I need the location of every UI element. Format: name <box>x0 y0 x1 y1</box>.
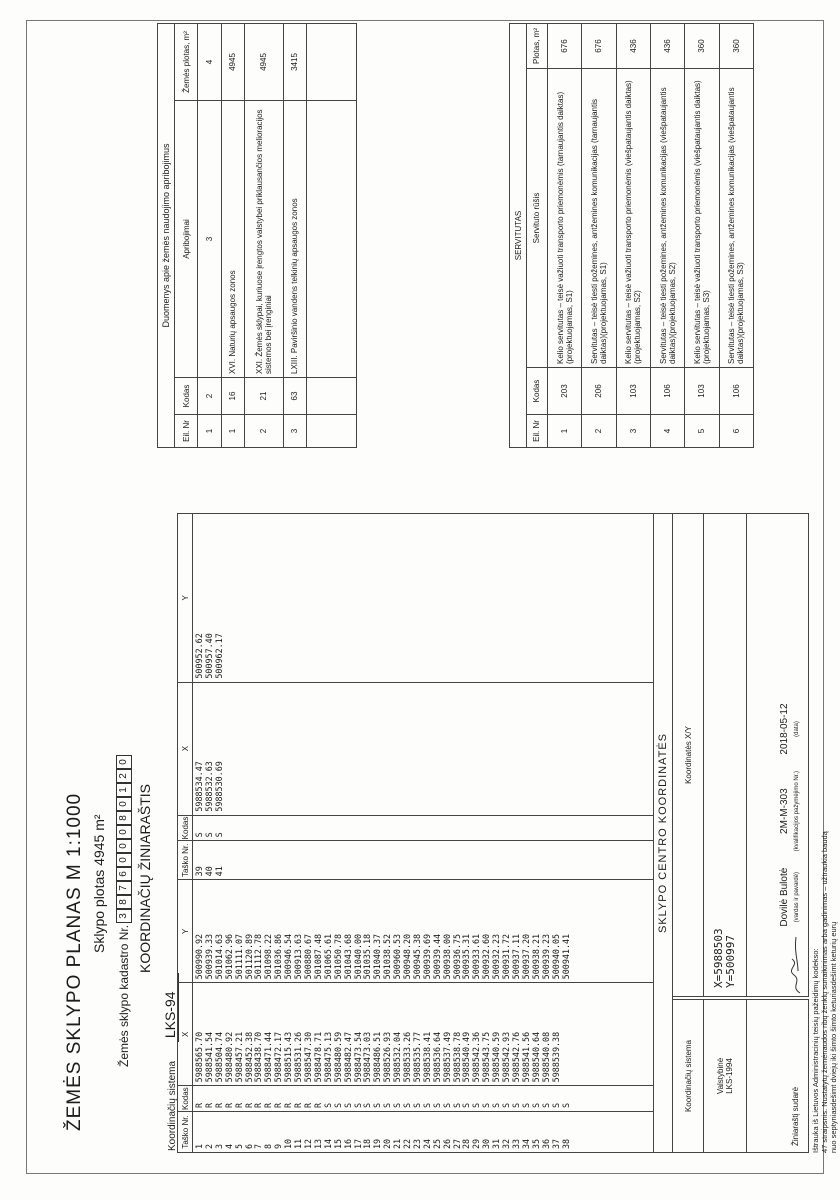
coord-cell: 5988533.26 <box>402 1031 413 1083</box>
coord-cell: 500932.23 <box>491 933 502 980</box>
header-y: Y <box>178 880 193 983</box>
coord-cell: S <box>342 1102 353 1108</box>
restriction-code: 21 <box>245 378 283 415</box>
coord-cell: 5988543.75 <box>481 1031 492 1083</box>
coord-cell: 501111.07 <box>233 933 244 980</box>
preparer-name-caption: (vardas ir pavardė) <box>794 871 801 923</box>
coord-cell: 5988538.41 <box>421 1031 432 1083</box>
coord-cell: 5988472.17 <box>273 1031 284 1083</box>
coord-cell: S <box>372 1102 383 1108</box>
coord-cell: 5988515.43 <box>283 1031 294 1083</box>
coord-cell: 29 <box>471 1138 482 1149</box>
coord-cell: 5988540.59 <box>491 1031 502 1083</box>
coord-cell: 5988478.71 <box>312 1031 323 1083</box>
coord-cell: 501014.63 <box>213 933 224 980</box>
coord-cell: S <box>481 1102 492 1108</box>
servitude-nr: 5 <box>685 415 719 448</box>
cadastre-digit: 8 <box>116 811 132 825</box>
coord-cell: 5988530.69 <box>213 761 224 812</box>
table-row <box>582 24 616 448</box>
restrictions-title: Duomenys apie žemės naudojimo apribojimus <box>158 24 175 448</box>
coord-cell: 37 <box>550 1138 561 1149</box>
coord-cell: 5988539.38 <box>550 1031 561 1083</box>
coord-cell: R <box>233 1102 244 1108</box>
coord-cell: 501112.78 <box>253 933 264 980</box>
cadastre-digit: 0 <box>116 839 132 853</box>
restrictions-table <box>157 23 357 448</box>
footnote-line: nuo septyniasdešimt dviejų iki šimto šimto keturiasdešimt keturių eurų <box>829 921 838 1153</box>
restriction-area: 4945 <box>245 24 283 101</box>
coord-cell: 24 <box>421 1138 432 1149</box>
coord-cell: 5988536.64 <box>431 1031 442 1083</box>
coord-cell: 35 <box>530 1138 541 1149</box>
restriction-code: 16 <box>221 378 244 415</box>
center-system-label: Koordinačių sistema <box>673 1000 704 1153</box>
coord-cell: 26 <box>441 1138 452 1149</box>
coord-cell: 5988537.49 <box>441 1031 452 1083</box>
coord-cell: 7 <box>253 1143 264 1149</box>
coord-cell: R <box>253 1102 264 1108</box>
restriction-text: XXI. Žemės sklypai, kuriuose įrengtos valstybei priklausančios melioracijos sistemos bei įrenginiai <box>245 101 283 378</box>
center-xy-cell <box>704 514 747 997</box>
coord-cell: R <box>243 1102 254 1108</box>
coord-cell: 5988526.93 <box>382 1031 393 1083</box>
coord-cell: 5988542.36 <box>471 1031 482 1083</box>
coord-cell: S <box>362 1102 373 1108</box>
table-row <box>616 24 650 448</box>
coord-cell: 500937.20 <box>520 933 531 980</box>
coord-cell: S <box>421 1102 432 1108</box>
servitudes-header-text: Servituto rūšis <box>527 69 548 368</box>
center-coordinates-table <box>653 513 809 1153</box>
coord-cell: 27 <box>451 1138 462 1149</box>
coord-cell: R <box>302 1102 313 1108</box>
license-caption: (kvalifikacijos pažymėjimo Nr.) <box>794 770 801 852</box>
restriction-nr: 2 <box>245 415 283 448</box>
coord-cell: 9 <box>273 1143 284 1149</box>
restriction-nr: 1 <box>221 415 244 448</box>
restriction-code: 63 <box>283 378 306 415</box>
restriction-area: 4945 <box>221 24 244 101</box>
col2-codes <box>193 815 654 841</box>
cadastre-digit: 8 <box>116 895 132 909</box>
coord-cell: 5988534.47 <box>194 761 204 812</box>
servitude-code: 203 <box>547 368 581 415</box>
servitude-code: 206 <box>582 368 616 415</box>
coord-system-label: Koordinačių sistema <box>167 1060 178 1151</box>
coord-cell: 5988541.56 <box>520 1031 531 1083</box>
table-row <box>221 24 244 448</box>
coord-cell: 500880.67 <box>302 933 313 980</box>
coord-cell: S <box>194 832 204 838</box>
coord-cell: S <box>352 1102 363 1108</box>
coord-cell: 4 <box>223 1143 234 1149</box>
restrictions-header-row <box>175 24 198 448</box>
coord-system-value: LKS-94 <box>162 973 179 1042</box>
coord-cell: 5988532.63 <box>203 761 214 812</box>
header-y-2: Y <box>178 514 193 683</box>
coord-cell: 500990.92 <box>194 933 204 980</box>
header-point-nr-2: Taško Nr. <box>178 841 193 880</box>
coord-title: KOORDINAČIŲ ŽINIARAŠTIS <box>137 783 153 973</box>
coord-cell: R <box>194 1102 204 1108</box>
preparer-name: Dovilė Bulotė <box>779 867 791 927</box>
table-row <box>547 24 581 448</box>
servitude-area: 360 <box>719 24 753 69</box>
coord-cell: S <box>392 1102 403 1108</box>
coord-cell: 500939.33 <box>203 933 214 980</box>
number-cell: 3 <box>198 101 221 378</box>
restriction-nr: 3 <box>283 415 306 448</box>
coord-cell: S <box>501 1102 512 1108</box>
cadastre-digit-boxes <box>115 755 132 923</box>
coord-cell: 501065.61 <box>322 933 333 980</box>
coord-cell: S <box>451 1102 462 1108</box>
coord-cell: 12 <box>302 1138 313 1149</box>
cadastre-digit: 7 <box>116 881 132 895</box>
rotated-content <box>49 18 838 1153</box>
coord-cell: 501120.89 <box>243 933 254 980</box>
center-heading: SKLYPO CENTRO KOORDINATĖS <box>654 514 673 1153</box>
col2-point-numbers <box>193 841 654 880</box>
signature-cell <box>747 514 809 997</box>
coord-cell: 5988504.74 <box>213 1031 224 1083</box>
coord-cell: 5988482.47 <box>342 1031 353 1083</box>
cadastre-digit: 3 <box>116 909 132 923</box>
restriction-area: 3415 <box>283 24 306 101</box>
servitude-text: Kelio servitutas – teisė važiuoti transporto priemonėmis (viešpataujantis daiktas)(projektuojamas, S3) <box>685 69 719 368</box>
coord-cell: 500952.62 <box>194 633 204 679</box>
number-cell: 2 <box>198 378 221 415</box>
coord-cell: 33 <box>511 1138 521 1149</box>
coord-cell: 41 <box>213 866 224 877</box>
coord-cell: 500962.17 <box>213 633 224 679</box>
center-xy-label: Koordinatės X/Y <box>673 514 704 997</box>
coord-cell: 5988542.76 <box>511 1031 521 1083</box>
center-system-value-1: Valstybinė <box>716 1057 725 1095</box>
coord-cell: R <box>213 1102 224 1108</box>
coord-cell: 500948.20 <box>402 933 413 980</box>
cadastre-digit: 1 <box>116 783 132 797</box>
prepared-date: 2018-05-12 <box>779 703 791 755</box>
coord-cell: 22 <box>402 1138 413 1149</box>
cadastre-line <box>115 755 132 1067</box>
coord-cell: S <box>402 1102 413 1108</box>
servitudes-header-nr: Eil. Nr <box>527 415 548 448</box>
col1-codes <box>193 1086 654 1112</box>
servitude-nr: 4 <box>650 415 684 448</box>
number-cell: 4 <box>198 24 221 101</box>
coord-cell: 5988542.93 <box>501 1031 512 1083</box>
coord-cell: 5 <box>233 1143 244 1149</box>
col1-y-values <box>193 880 654 983</box>
cadastre-digit: 2 <box>116 769 132 783</box>
coord-cell: 31 <box>491 1138 502 1149</box>
coord-cell: 5988480.92 <box>223 1031 234 1083</box>
coord-cell: 5988457.21 <box>233 1031 244 1083</box>
coord-cell: 15 <box>332 1138 343 1149</box>
coord-cell: 5988438.70 <box>253 1031 264 1083</box>
coord-cell: S <box>382 1102 393 1108</box>
coord-cell: 16 <box>342 1138 353 1149</box>
coord-cell: 5988473.03 <box>362 1031 373 1083</box>
coord-cell: 500936.75 <box>451 933 462 980</box>
col2-x-values <box>193 682 654 815</box>
coord-cell: 19 <box>372 1138 383 1149</box>
coord-cell: 5988535.77 <box>411 1031 422 1083</box>
coord-cell: 2 <box>203 1143 214 1149</box>
table-row <box>245 24 283 448</box>
date-caption: (data) <box>794 721 801 737</box>
coord-cell: 25 <box>431 1138 442 1149</box>
cadastre-digit: 6 <box>116 867 132 881</box>
coordinates-body-row <box>193 514 654 1153</box>
document-title: ŽEMĖS SKLYPO PLANAS M 1:1000 <box>64 792 85 1131</box>
coord-cell: 5988538.78 <box>451 1031 462 1083</box>
coord-cell: 500957.40 <box>203 633 214 679</box>
coord-cell: S <box>550 1102 561 1108</box>
coord-cell: 5988540.49 <box>461 1031 472 1083</box>
coord-cell: 10 <box>283 1138 294 1149</box>
coord-cell: 32 <box>501 1138 512 1149</box>
coord-cell: 3 <box>213 1143 224 1149</box>
coord-cell: 501035.18 <box>362 933 373 980</box>
coord-cell: 500913.63 <box>293 933 304 980</box>
coord-cell: R <box>273 1102 284 1108</box>
cadastre-label: Žemės sklypo kadastro Nr. <box>116 924 131 1067</box>
coord-cell: 18 <box>362 1138 373 1149</box>
coord-cell: 501062.96 <box>223 933 234 980</box>
coord-cell: S <box>411 1102 422 1108</box>
servitude-area: 436 <box>650 24 684 69</box>
header-point-nr: Taško Nr. <box>178 1112 193 1153</box>
cadastre-digit: 0 <box>116 853 132 867</box>
coord-cell: S <box>520 1102 531 1108</box>
coord-cell: R <box>283 1102 294 1108</box>
table-row <box>650 24 684 448</box>
coord-cell: R <box>223 1102 234 1108</box>
coord-cell: S <box>203 832 214 838</box>
coord-cell: 21 <box>392 1138 403 1149</box>
coord-cell: 38 <box>560 1138 571 1149</box>
coord-cell: 5988473.54 <box>352 1031 363 1083</box>
coord-cell: S <box>322 1102 333 1108</box>
coord-cell: 5988475.13 <box>322 1031 333 1083</box>
servitude-text: Servitutas – teisė tiesti požemines, antžemines komunikacijas (viešpataujantis daiktas)(projektuojamas, S3) <box>719 69 753 368</box>
coord-cell: 14 <box>322 1138 333 1149</box>
col2-y-values <box>193 514 654 683</box>
restrictions-header-code: Kodas <box>175 378 198 415</box>
coord-cell: 501050.78 <box>332 933 343 980</box>
coord-cell: 500931.72 <box>501 933 512 980</box>
coord-cell: 500933.61 <box>471 933 482 980</box>
coord-cell: 501040.00 <box>352 933 363 980</box>
coord-cell: 11 <box>293 1138 304 1149</box>
coord-cell: 500938.00 <box>441 933 452 980</box>
servitudes-header-area: Plotas, m² <box>527 24 548 69</box>
coord-cell: 501038.52 <box>382 933 393 980</box>
servitude-nr: 1 <box>547 415 581 448</box>
coord-cell: 13 <box>312 1138 323 1149</box>
servitude-area: 436 <box>616 24 650 69</box>
coord-cell: 5988541.54 <box>203 1031 214 1083</box>
coord-cell: 500937.11 <box>511 933 521 980</box>
coord-cell: 39 <box>194 866 204 877</box>
servitude-code: 103 <box>685 368 719 415</box>
coord-cell: 500941.41 <box>560 933 571 980</box>
coord-cell: 500945.38 <box>411 933 422 980</box>
cadastre-digit: 0 <box>116 825 132 839</box>
table-row <box>685 24 719 448</box>
coord-cell: R <box>203 1102 214 1108</box>
area-line: Sklypo plotas 4945 m² <box>91 814 107 953</box>
coord-cell: 500940.05 <box>550 933 561 980</box>
coord-cell: S <box>213 832 224 838</box>
servitude-text: Servitutas – teisė tiesti požemines, antžemines komunikacijas (viešpataujantis daiktas)(projektuojamas, S2) <box>650 69 684 368</box>
servitude-text: Servitutas – teisė tiesti požemines, antžemines komunikacijas (tarnaujantis daiktas)(projektuojamas, S1) <box>582 69 616 368</box>
coord-cell: 30 <box>481 1138 492 1149</box>
col1-point-numbers <box>193 1112 654 1153</box>
coord-cell: 5988480.59 <box>332 1031 343 1083</box>
center-system-value-2: LKS-1994 <box>725 1058 734 1094</box>
coord-cell: 500935.31 <box>461 933 472 980</box>
coord-cell: 5988540.64 <box>530 1031 541 1083</box>
coord-cell: R <box>263 1102 274 1108</box>
restrictions-header-nr: Eil. Nr <box>175 415 198 448</box>
coord-cell: 500939.69 <box>421 933 432 980</box>
header-x-2: X <box>178 682 193 815</box>
cadastre-digit: 0 <box>116 755 132 769</box>
servitude-area: 676 <box>547 24 581 69</box>
coord-cell: 17 <box>352 1138 363 1149</box>
header-code-2: Kodas <box>178 815 193 841</box>
coord-cell: 5988471.44 <box>263 1031 274 1083</box>
coord-cell: 500932.60 <box>481 933 492 980</box>
table-row <box>719 24 753 448</box>
servitude-area: 676 <box>582 24 616 69</box>
footnote-line: Ištrauka iš Lietuvos Administracinių teisių pažeidimų kodekso: <box>811 948 820 1153</box>
license-number: 2M-M-303 <box>779 788 791 834</box>
center-y-value: Y=500997 <box>724 935 737 988</box>
coord-cell: S <box>540 1102 551 1108</box>
servitude-text: Kelio servitutas – teisė važiuoti transporto priemonėmis (viešpataujantis daiktas)(projektuojamas, S2) <box>616 69 650 368</box>
coord-cell: 1 <box>194 1143 204 1149</box>
servitude-code: 103 <box>616 368 650 415</box>
servitudes-table <box>509 23 754 448</box>
coord-cell: 40 <box>203 866 214 877</box>
coord-cell: 6 <box>243 1143 254 1149</box>
coord-cell: 500939.23 <box>540 933 551 980</box>
restrictions-number-row <box>198 24 221 448</box>
coord-cell: 34 <box>520 1138 531 1149</box>
center-x-value: X=5988503 <box>712 928 725 988</box>
coord-cell: 8 <box>263 1143 274 1149</box>
header-code: Kodas <box>178 1086 193 1112</box>
coord-cell: 36 <box>540 1138 551 1149</box>
coord-cell: 5988540.08 <box>540 1031 551 1083</box>
coordinates-header-row <box>178 514 193 1153</box>
servitude-nr: 3 <box>616 415 650 448</box>
coord-cell: 501040.37 <box>372 933 383 980</box>
coord-cell: 5988531.26 <box>293 1031 304 1083</box>
coord-cell: R <box>312 1102 323 1108</box>
servitudes-title: SERVITUTAS <box>510 24 527 448</box>
coord-cell: 500960.53 <box>392 933 403 980</box>
center-system-cell <box>704 1000 747 1153</box>
restrictions-header-text: Apribojimai <box>175 101 198 378</box>
coordinates-table <box>177 513 653 1153</box>
coord-cell: 5988565.70 <box>194 1031 204 1083</box>
coord-cell: S <box>461 1102 472 1108</box>
coord-cell: S <box>441 1102 452 1108</box>
coord-cell: 501043.68 <box>342 933 353 980</box>
servitudes-header-code: Kodas <box>527 368 548 415</box>
footnotes <box>811 513 838 1153</box>
col1-x-values <box>193 983 654 1086</box>
servitude-code: 106 <box>719 368 753 415</box>
servitudes-header-row <box>527 24 548 448</box>
coord-cell: S <box>560 1102 571 1108</box>
prepared-label: Žiniaraštį sudarė <box>747 1000 809 1153</box>
coord-cell: 500938.21 <box>530 933 541 980</box>
coord-cell: 28 <box>461 1138 472 1149</box>
servitude-text: Kelio servitutas – teisė važiuoti transporto priemonėmis (tarnaujantis daiktas)(projektuojamas, S1) <box>547 69 581 368</box>
coord-cell: S <box>511 1102 521 1108</box>
signature-icon <box>788 935 804 995</box>
coord-cell: S <box>530 1102 541 1108</box>
cadastre-digit: 0 <box>116 797 132 811</box>
table-row <box>283 24 306 448</box>
servitude-nr: 2 <box>582 415 616 448</box>
coord-cell: S <box>431 1102 442 1108</box>
restriction-text: LXIII. Paviršinio vandens telkinių apsaugos zonos <box>283 101 306 378</box>
coord-cell: 5988486.51 <box>372 1031 383 1083</box>
coord-cell: S <box>491 1102 502 1108</box>
coord-cell: 5988547.30 <box>302 1031 313 1083</box>
number-cell: 1 <box>198 415 221 448</box>
coord-cell: 20 <box>382 1138 393 1149</box>
restrictions-header-area: Žemės plotas, m² <box>175 24 198 101</box>
coord-cell: 23 <box>411 1138 422 1149</box>
coord-cell: S <box>471 1102 482 1108</box>
servitude-code: 106 <box>650 368 684 415</box>
coord-cell: R <box>293 1102 304 1108</box>
coord-cell: S <box>332 1102 343 1108</box>
servitude-area: 360 <box>685 24 719 69</box>
coord-cell: 5988452.38 <box>243 1031 254 1083</box>
restriction-text: XVI. Naturių apsaugos zonos <box>221 101 244 378</box>
coord-cell: 5988532.04 <box>392 1031 403 1083</box>
servitude-nr: 6 <box>719 415 753 448</box>
header-x: X <box>178 983 193 1086</box>
footnote-line: 47 straipsnis. Nustatytų žemėnaudos ribų ženklų sunaikinimas arba gadinimas – užtraukia baudą <box>820 831 829 1153</box>
coord-cell: 501098.22 <box>263 933 274 980</box>
coord-cell: 501087.48 <box>312 933 323 980</box>
coord-cell: 500946.54 <box>283 933 294 980</box>
coord-cell: 500939.44 <box>431 933 442 980</box>
coord-cell: 501036.86 <box>273 933 284 980</box>
